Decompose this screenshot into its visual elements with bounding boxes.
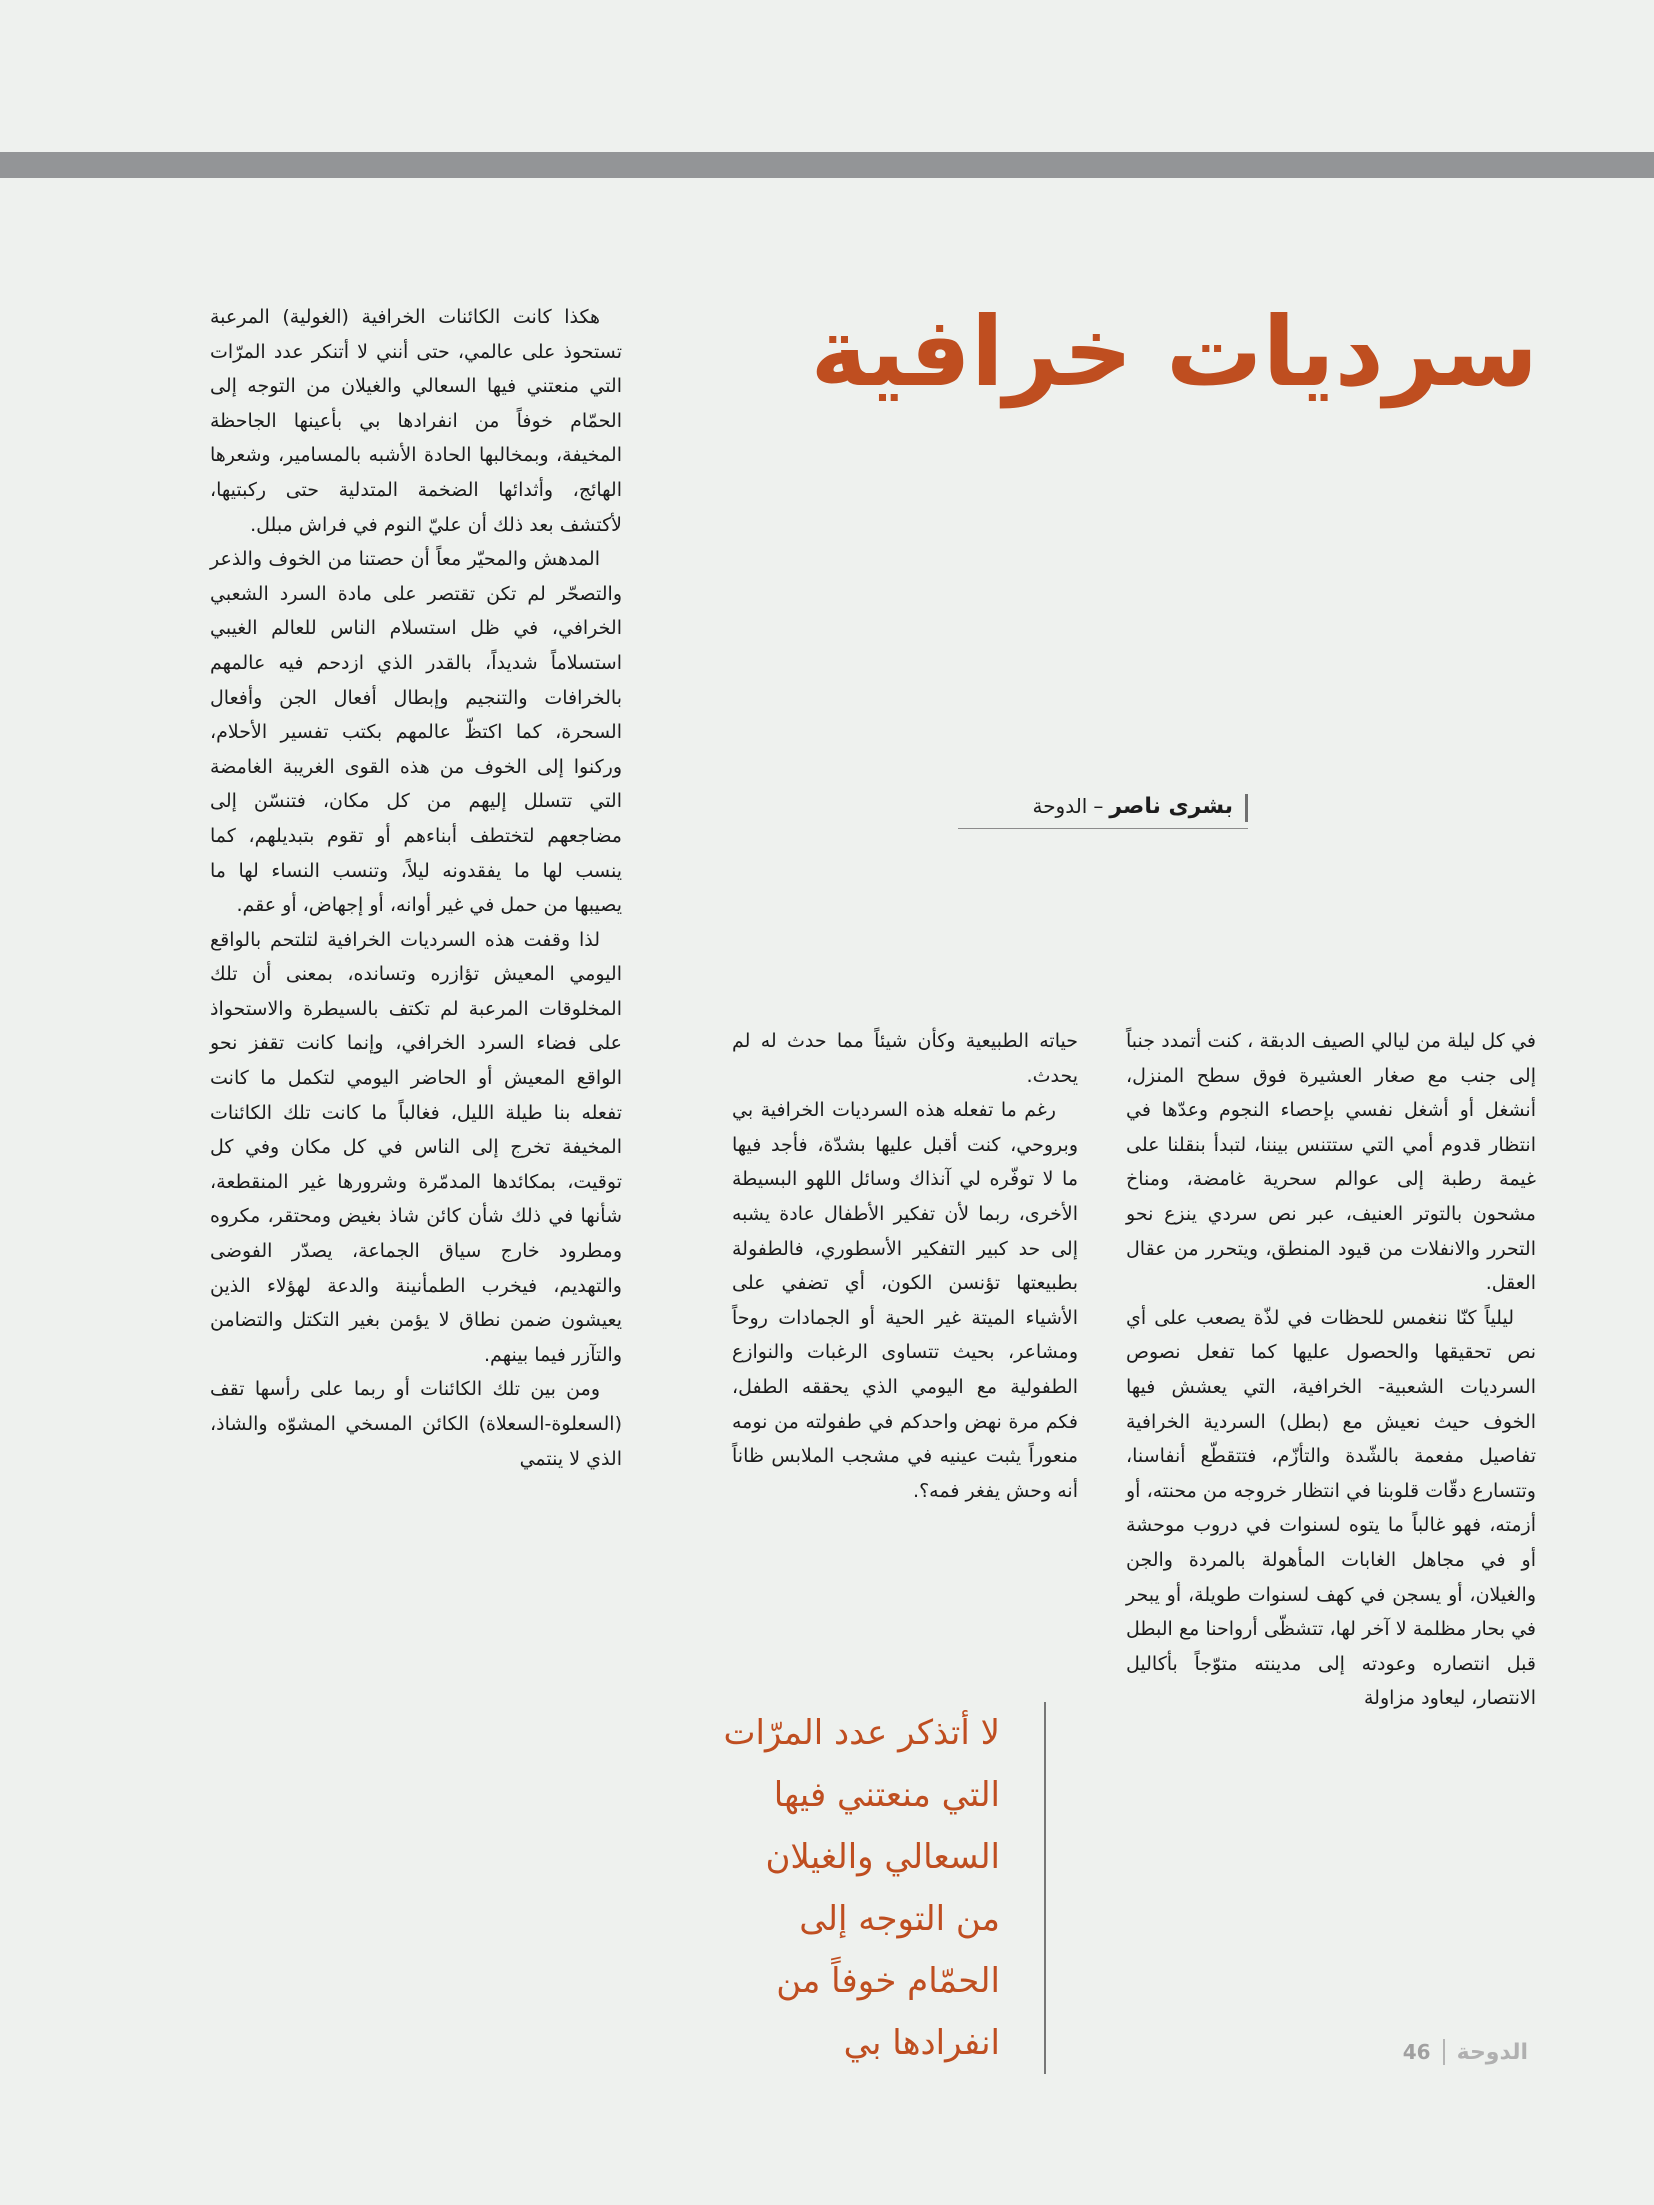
column-2 — [732, 1024, 1078, 1508]
byline-separator: – — [1093, 794, 1104, 818]
magazine-logo: الدوحة — [1456, 2039, 1528, 2065]
footer-divider — [1443, 2039, 1445, 2065]
page-number: 46 — [1402, 2040, 1431, 2064]
paragraph: المدهش والمحيّر معاً أن حصتنا من الخوف والذعر والتصحّر لم تكن تقتصر على مادة السرد الشعبي الخرافي، في ظل استسلام الناس للعالم الغيبي استسلاماً شديداً، بالقدر الذي ازدحم فيه عالمهم بالخرافات والتنجيم وإبطال أفعال الجن وأفعال السحرة، كما اكتظّ عالمهم بكتب تفسير الأحلام، وركنوا إلى الخوف من هذه القوى الغريبة الغامضة التي تتسلل إليهم من كل مكان، فتنسّن إلى مضاجعهم لتختطف أبناءهم أو تقوم بتبديلهم، كما ينسب لها ما يفقدونه ليلاً، وتنسب النساء لها ما يصيبها من حمل في غير أوانه، أو إجهاض، أو عقم. — [210, 548, 622, 917]
paragraph: حياته الطبيعية وكأن شيئاً مما حدث له لم يحدث. — [732, 1030, 1078, 1087]
byline — [958, 784, 1248, 829]
author-name: بشرى ناصر — [1109, 794, 1233, 819]
pull-quote-line: السعالي والغيلان — [765, 1837, 1000, 1877]
pull-quote — [690, 1702, 1046, 2074]
paragraph: هكذا كانت الكائنات الخرافية (الغولية) المرعبة تستحوذ على عالمي، حتى أنني لا أتنكر عدد المرّات التي منعتني فيها السعالي والغيلان من التوجه إلى الحمّام خوفاً من انفرادها بي بأعينها الجاحظة المخيفة، وبمخالبها الحادة الأشبه بالمسامير، وشعرها الهائج، وأثدائها الضخمة المتدلية حتى ركبتيها، لأكتشف بعد ذلك أن عليّ النوم في فراش مبلل. — [210, 306, 622, 536]
paragraph: ومن بين تلك الكائنات أو ربما على رأسها تقف (السعلوة-السعلاة) الكائن المسخي المشوّه والشاذ، الذي لا ينتمي — [210, 1378, 622, 1470]
article-title: سرديات خرافية — [810, 296, 1538, 408]
column-3 — [210, 300, 622, 1476]
paragraph: ليلياً كنّا ننغمس للحظات في لذّة يصعب على أي نص تحقيقها والحصول عليها كما تفعل نصوص السرديات الشعبية- الخرافية، التي يعشش فيها الخوف حيث نعيش مع (بطل) السردية الخرافية تفاصيل مفعمة بالشّدة والتأزّم، فتتقطّع أنفاسنا، وتتسارع دقّات قلوبنا في انتظار خروجه من محنته، أو أزمته، فهو غالباً ما يتوه لسنوات في دروب موحشة أو في مجاهل الغابات المأهولة بالمردة والجن والغيلان، أو يسجن في كهف لسنوات طويلة، أو يبحر في بحار مظلمة لا آخر لها، تتشظّى أرواحنا مع البطل قبل انتصاره وعودته إلى مدينته متوّجاً بأكاليل الانتصار، ليعاود مزاولة — [1126, 1306, 1536, 1710]
paragraph: رغم ما تفعله هذه السرديات الخرافية بي وبروحي، كنت أقبل عليها بشدّة، فأجد فيها ما لا توفّره لي آنذاك وسائل اللهو البسيطة الأخرى، ربما لأن تفكير الأطفال عادة يشبه إلى حد كبير التفكير الأسطوري، فالطفولة بطبيعتها تؤنسن الكون، أي تضفي على الأشياء الميتة غير الحية أو الجمادات روحاً ومشاعر، بحيث تتساوى الرغبات والنوازع الطفولية مع اليومي الذي يحققه الطفل، فكم مرة نهض واحدكم في طفولته من نومه منعوراً يثبت عينيه في مشجب الملابس ظاناً أنه وحش يفغر فمه؟. — [732, 1099, 1078, 1502]
pull-quote-line: انفرادها بي — [843, 2023, 1000, 2063]
pull-quote-line: التي منعتني فيها — [773, 1775, 1000, 1815]
paragraph: لذا وقفت هذه السرديات الخرافية لتلتحم بالواقع اليومي المعيش تؤازره وتسانده، بمعنى أن تلك المخلوقات المرعبة لم تكتف بالسيطرة والاستحواذ على فضاء السرد الخرافي، وإنما كانت تقفز نحو الواقع المعيش أو الحاضر اليومي لتكمل ما كانت تفعله بنا طيلة الليل، فغالباً ما كانت تلك الكائنات المخيفة تخرج إلى الناس في كل مكان وفي كل توقيت، بمكائدها المدمّرة وشرورها غير المنقطعة، شأنها في ذلك شأن كائن شاذ بغيض ومحتقر، مكروه ومطرود خارج سياق الجماعة، يصدّر الفوضى والتهديم، فيخرب الطمأنينة والدعة لهؤلاء الذين يعيشون ضمن نطاق لا يؤمن بغير التكتل والتضامن والتآزر فيما بينهم. — [210, 928, 622, 1366]
top-gray-band — [0, 152, 1654, 178]
byline-bar — [1245, 794, 1248, 822]
page-footer — [1403, 2034, 1528, 2070]
column-1 — [1126, 1024, 1536, 1716]
pull-quote-line: من التوجه إلى — [799, 1899, 1000, 1939]
paragraph: في كل ليلة من ليالي الصيف الدبقة ، كنت أتمدد جنباً إلى جنب مع صغار العشيرة فوق سطح المنزل، أنشغل أو أشغل نفسي بإحصاء النجوم وعدّها في انتظار قدوم أمي التي ستتنس بيننا، لتبدأ بنقلنا على غيمة رطبة إلى عوالم سحرية غامضة، ومناخ مشحون بالتوتر العنيف، عبر نص سردي ينزع نحو التحرر والانفلات من قيود المنطق، ويتحرر من عقال العقل. — [1126, 1030, 1536, 1295]
location: الدوحة — [1032, 794, 1088, 818]
pull-quote-line: لا أتذكر عدد المرّات — [723, 1713, 1000, 1753]
pull-quote-line: الحمّام خوفاً من — [776, 1961, 1000, 2001]
